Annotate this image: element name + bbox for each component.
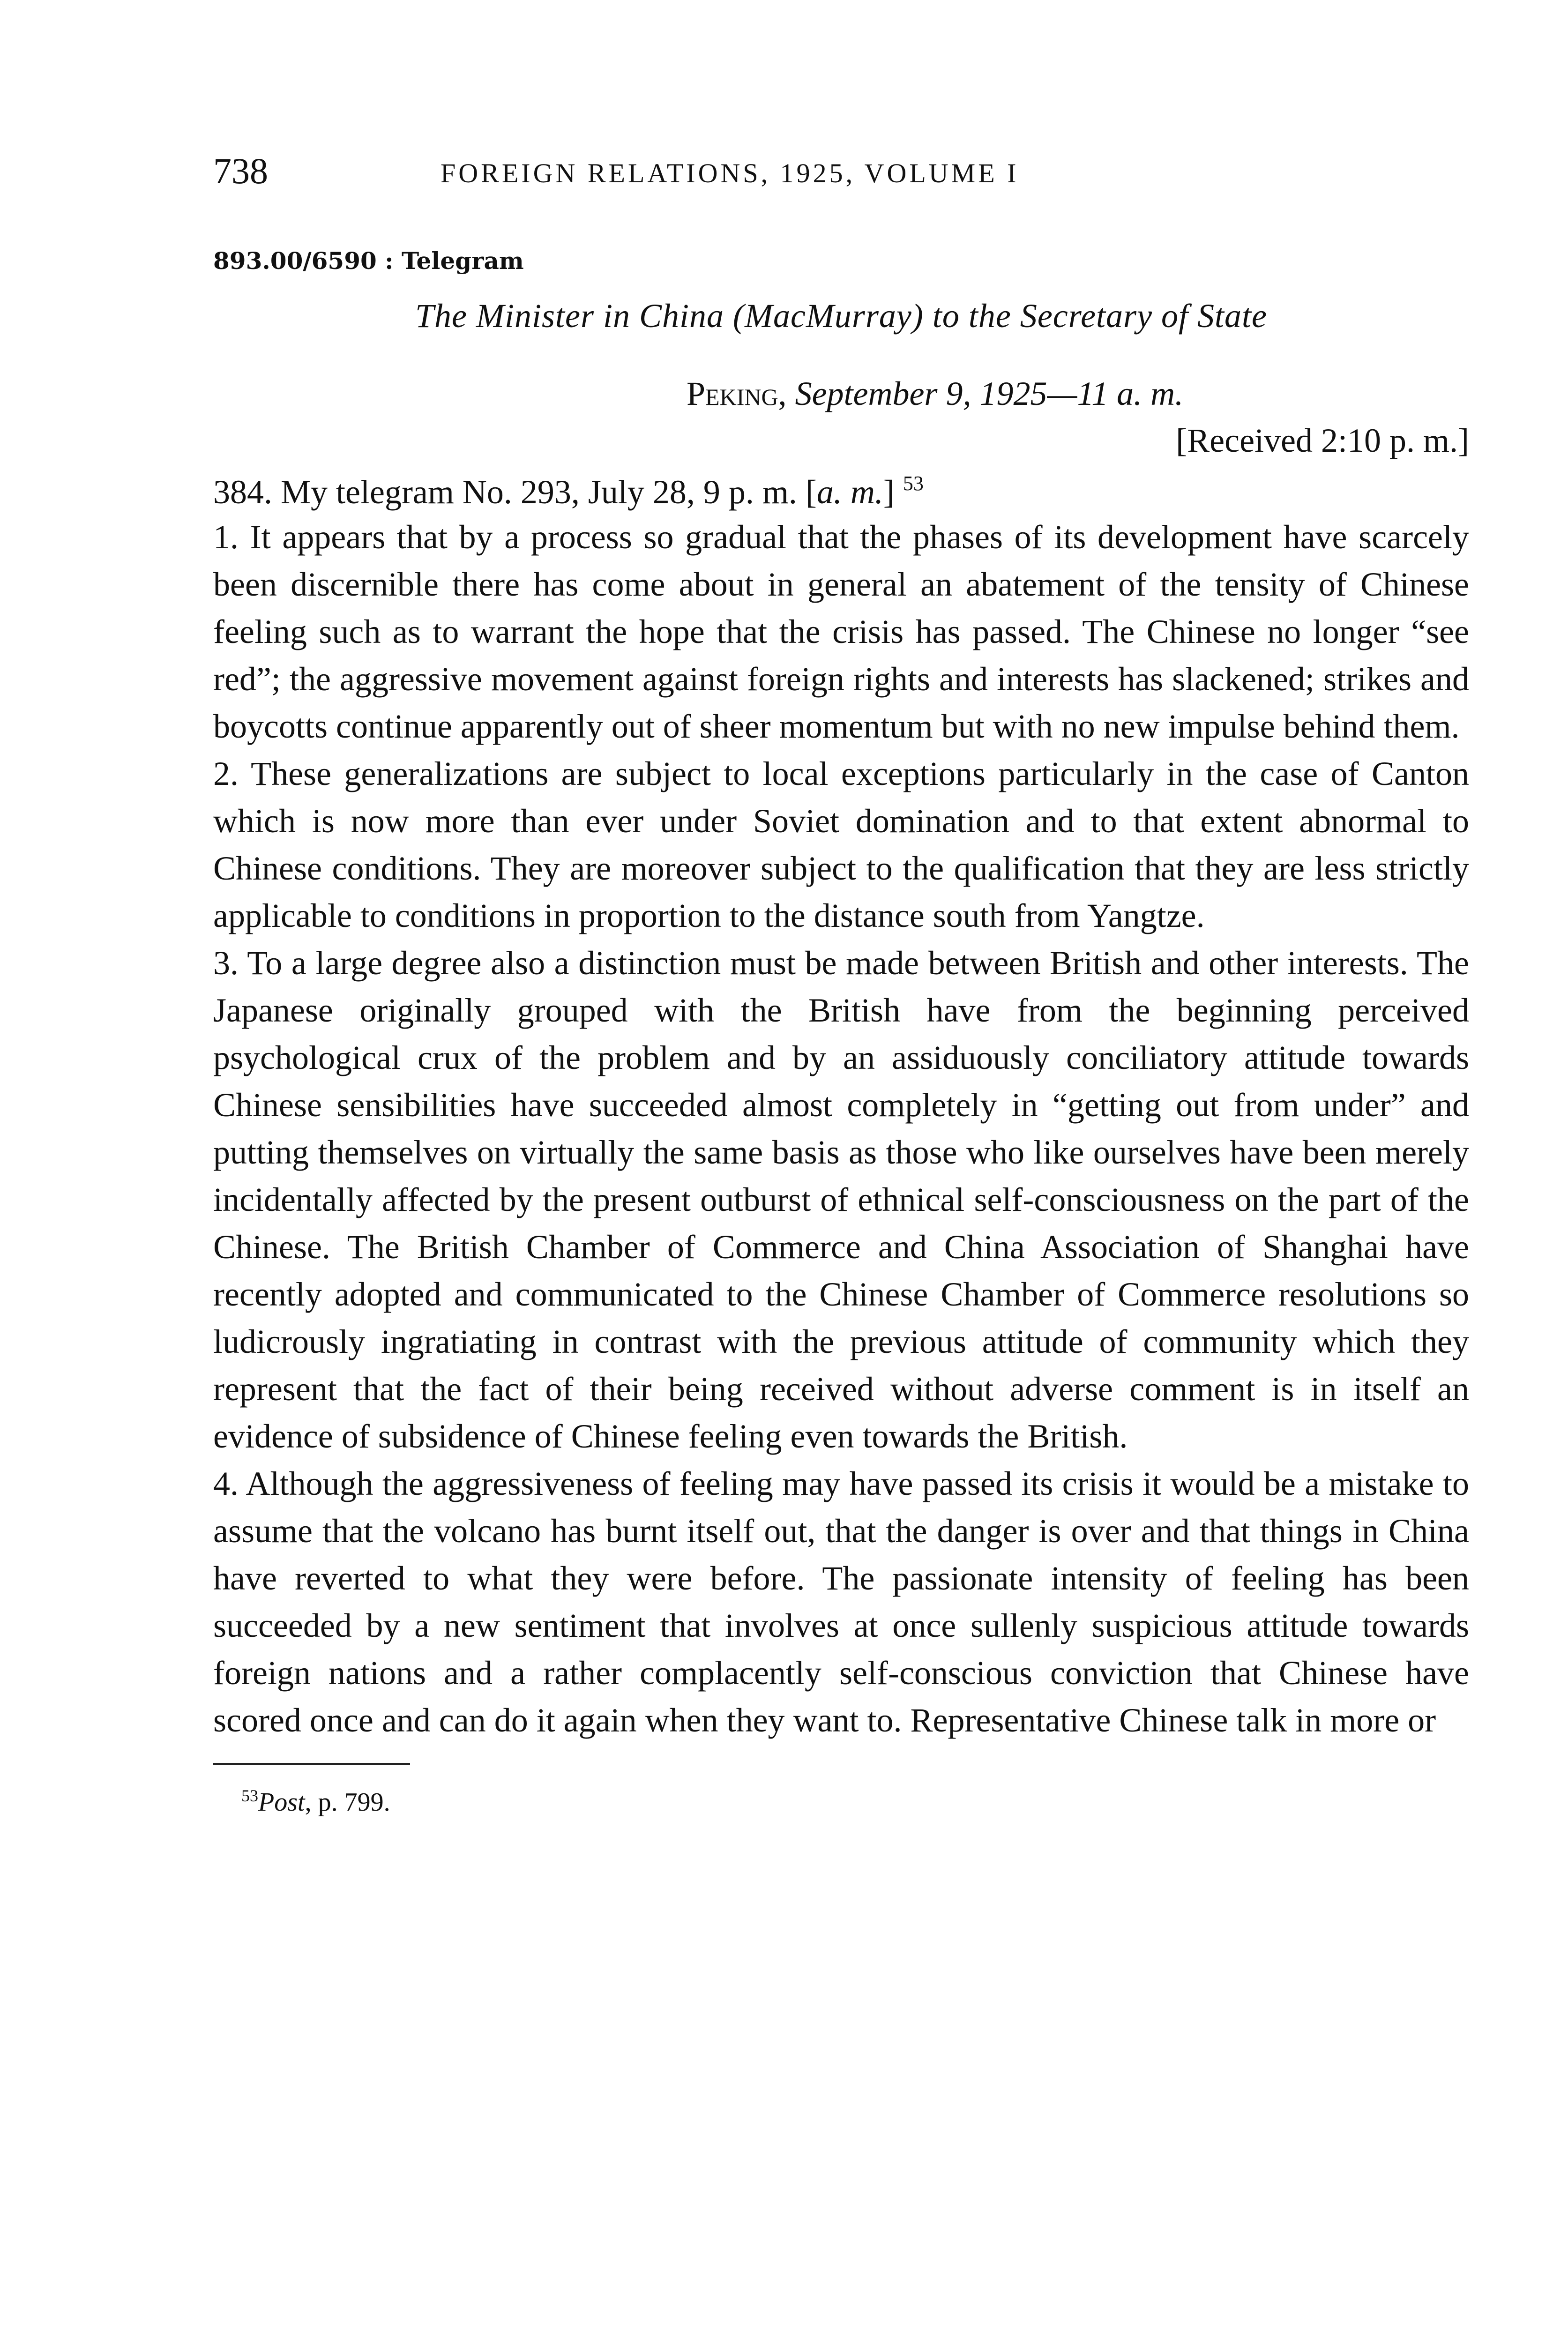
footnote xyxy=(241,1785,1469,1819)
reference-italic: a. m. xyxy=(816,473,883,511)
running-head-title: FOREIGN RELATIONS, 1925, VOLUME I xyxy=(441,158,1019,188)
document-page xyxy=(213,150,1469,1819)
dateline xyxy=(687,372,1469,415)
document-file-number: 893.00/6590 : Telegram xyxy=(213,247,524,275)
page-number: 738 xyxy=(213,150,268,191)
dateline-date: September 9, 1925—11 a. m. xyxy=(795,375,1184,412)
reference-close: ] xyxy=(883,473,895,511)
paragraph-4: 4. Although the aggressiveness of feeling may have passed its crisis it would be a mistake to assume that the volcano has burnt itself out, that the danger is over and that things in China have reverted to what they were before. The passionate intensity of feeling has been succeeded by a new sentiment that involves at once sullenly suspicious attitude towards foreign nations and a rather complacently self-conscious conviction that Chinese have scored once and can do it again when they want to. Representative Chinese talk in more or xyxy=(213,1465,1469,1739)
paragraph-2: 2. These generalizations are subject to local exceptions particularly in the case of Canton which is now more than ever under Soviet domination and to that extent abnormal to Chinese conditions. They are moreover subject to the qualification that they are less strictly applicable to conditions in proportion to the distance south from Yangtze. xyxy=(213,755,1469,934)
paragraph-3: 3. To a large degree also a distinction must be made between British and other interests. The Japanese originally grouped with the British have from the beginning perceived psychological crux of the problem and by an assiduously conciliatory attitude towards Chinese sensibilities have succeeded almost completely in “getting out from under” and putting themselves on virtually the same basis as those who like ourselves have been merely incidentally affected by the present outburst of ethnical self-consciousness on the part of the Chinese. The British Chamber of Commerce and China Association of Shanghai have recently adopted and communicated to the Chinese Chamber of Commerce resolutions so ludicrously ingratiating in contrast with the previous attitude of community which they represent that the fact of their being received without adverse comment is in itself an evidence of subsidence of Chinese feeling even towards the British. xyxy=(213,944,1469,1455)
footnote-reference-mark: 53 xyxy=(903,472,924,495)
running-head xyxy=(213,150,1469,201)
footnote-divider xyxy=(213,1763,410,1765)
dateline-place: Peking, xyxy=(687,375,787,412)
footnote-source: Post xyxy=(258,1788,305,1817)
reference-text: 384. My telegram No. 293, July 28, 9 p. m. [ xyxy=(213,473,817,511)
footnote-page-ref: , p. 799. xyxy=(305,1788,390,1817)
document-heading: The Minister in China (MacMurray) to the Secretary of State xyxy=(415,297,1267,335)
telegram-reference xyxy=(213,470,1469,514)
paragraph-1: 1. It appears that by a process so gradual that the phases of its development have scarcely been discernible there has come about in general an abatement of the tensity of Chinese feeling such as to warrant the hope that the crisis has passed. The Chinese no longer “see red”; the aggressive movement against foreign rights and interests has slackened; strikes and boycotts continue apparently out of sheer momentum but with no new impulse behind them. xyxy=(213,518,1469,745)
footnote-mark: 53 xyxy=(241,1786,258,1805)
received-line: [Received 2:10 p. m.] xyxy=(1176,422,1469,459)
